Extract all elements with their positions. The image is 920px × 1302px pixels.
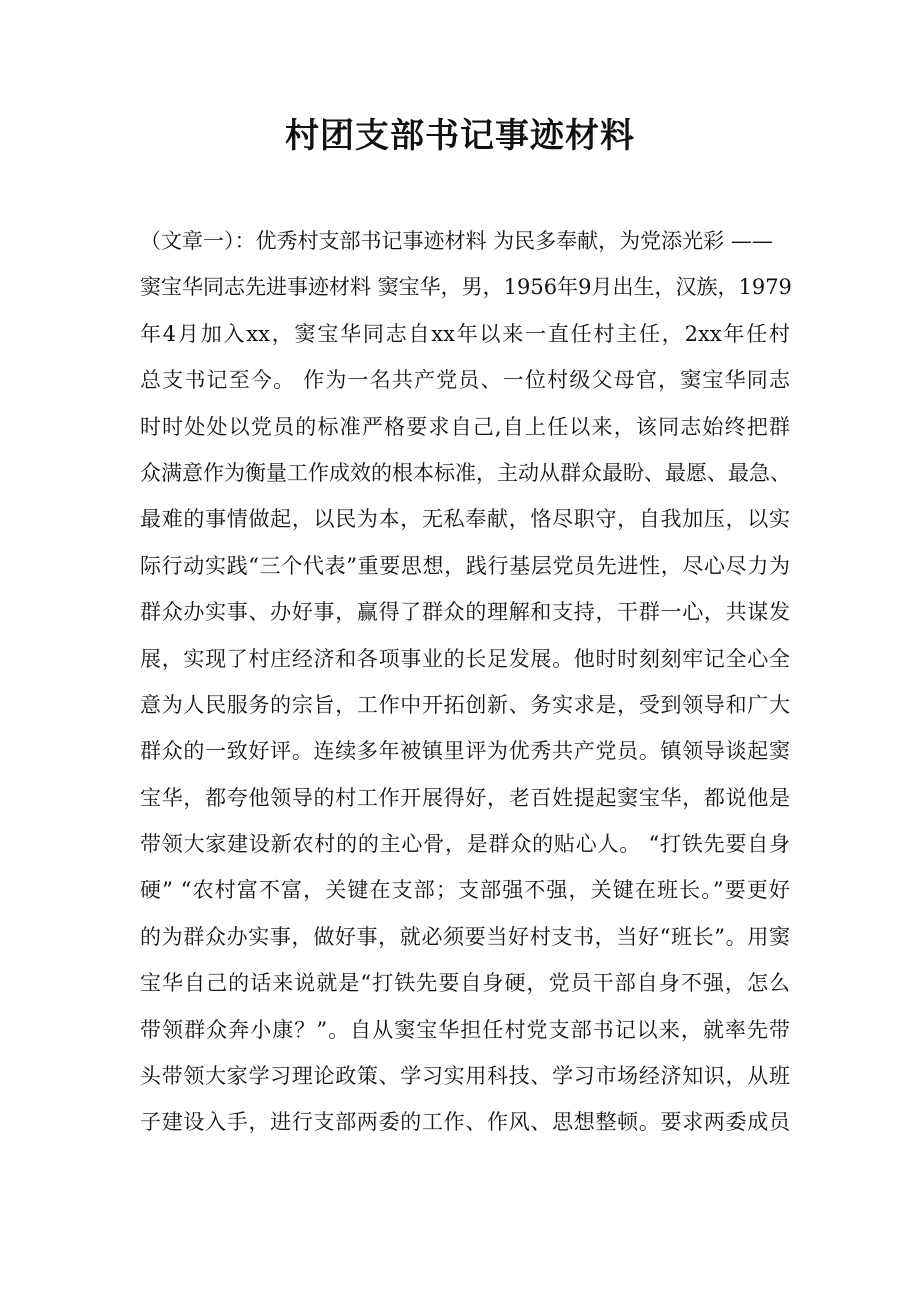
- body-line: 宝华，都夸他领导的村工作开展得好，老百姓提起窦宝华，都说他是: [140, 785, 790, 810]
- body-line: 际行动实践“三个代表”重要思想，践行基层党员先进性，尽心尽力为: [140, 553, 790, 578]
- body-line: 子建设入手，进行支部两委的工作、作风、思想整顿。要求两委成员: [140, 1110, 790, 1135]
- body-line: 最难的事情做起，以民为本，无私奉献，恪尽职守，自我加压，以实: [140, 507, 790, 532]
- body-line: 展，实现了村庄经济和各项事业的长足发展。他时时刻刻牢记全心全: [140, 646, 790, 671]
- body-line: 头带领大家学习理论政策、学习实用科技、学习市场经济知识，从班: [140, 1064, 790, 1089]
- body-line: 窦宝华同志先进事迹材料 窦宝华，男，1956年9月出生，汉族，1979: [140, 275, 792, 300]
- body-line: 带领大家建设新农村的的主心骨，是群众的贴心人。 “打铁先要自身: [140, 832, 790, 857]
- body-line: 总支书记至今。 作为一名共产党员、一位村级父母官，窦宝华同志: [140, 368, 790, 393]
- body-line: 群众办实事、办好事，赢得了群众的理解和支持，干群一心，共谋发: [140, 600, 790, 625]
- body-line: 宝华自己的话来说就是“打铁先要自身硬，党员干部自身不强，怎么: [140, 971, 790, 996]
- body-line: 年4月加入xx，窦宝华同志自xx年以来一直任村主任，2xx年任村: [140, 321, 790, 346]
- document-title: 村团支部书记事迹材料: [285, 116, 635, 156]
- body-line: （文章一）：优秀村支部书记事迹材料 为民多奉献，为党添光彩 ——: [140, 229, 773, 253]
- document-body: [140, 218, 790, 1146]
- body-line: 众满意作为衡量工作成效的根本标准，主动从群众最盼、最愿、最急、: [140, 460, 791, 485]
- body-line: 时时处处以党员的标准严格要求自己,自上任以来，该同志始终把群: [140, 414, 790, 439]
- body-line: 的为群众办实事，做好事，就必须要当好村支书，当好“班长”。用窦: [140, 924, 790, 949]
- body-line: 硬” “农村富不富，关键在支部；支部强不强，关键在班长。”要更好: [140, 878, 790, 903]
- body-line: 意为人民服务的宗旨，工作中开拓创新、务实求是，受到领导和广大: [140, 692, 790, 717]
- body-line: 群众的一致好评。连续多年被镇里评为优秀共产党员。镇领导谈起窦: [140, 739, 790, 764]
- body-line: 带领群众奔小康？”。自从窦宝华担任村党支部书记以来，就率先带: [140, 1017, 790, 1042]
